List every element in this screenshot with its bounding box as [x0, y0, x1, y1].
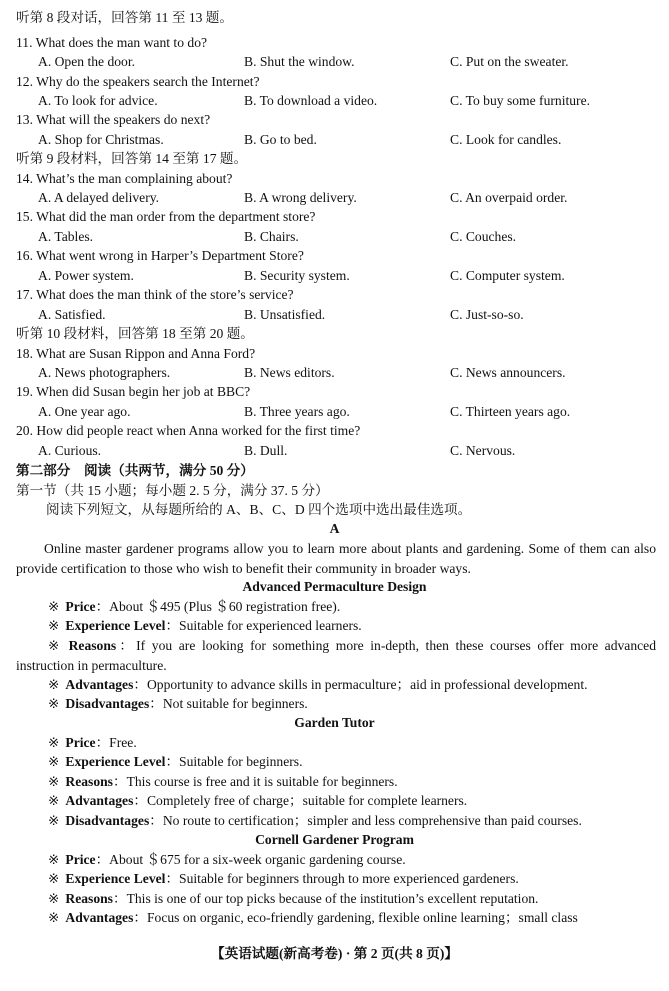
q19-option-c: C. Thirteen years ago.: [450, 404, 571, 419]
question-13: 13. What will the speakers do next?: [16, 112, 211, 127]
q14-option-a: A. A delayed delivery.: [38, 190, 160, 205]
question-17: 17. What does the man think of the store’s service?: [16, 287, 294, 302]
q13-option-b: B. Go to bed.: [244, 132, 317, 147]
q18-option-a: A. News photographers.: [38, 365, 171, 380]
course-reasons: ※ Reasons：This course is free and it is suitable for beginners.: [48, 774, 398, 789]
q19-option-a: A. One year ago.: [38, 404, 131, 419]
q12-option-c: C. To buy some furniture.: [450, 93, 591, 108]
q16-option-b: B. Security system.: [244, 268, 350, 283]
q14-option-b: B. A wrong delivery.: [244, 190, 357, 205]
bullet-icon: ※: [48, 852, 60, 867]
q11-option-a: A. Open the door.: [38, 54, 136, 69]
course-disadvantages: ※ Disadvantages：No route to certification；simpler and less comprehensive than paid courses.: [48, 813, 582, 828]
q20-option-c: C. Nervous.: [450, 443, 516, 458]
course-price: ※ Price：About ＄675 for a six-week organic gardening course.: [48, 852, 406, 867]
q13-option-c: C. Look for candles.: [450, 132, 562, 147]
reading-section1-title: 第一节（共 15 小题；每小题 2. 5 分，满分 37. 5 分）: [16, 483, 329, 498]
q17-option-a: A. Satisfied.: [38, 307, 106, 322]
course-price: ※ Price：About ＄495 (Plus ＄60 registration free).: [48, 599, 341, 614]
q11-option-c: C. Put on the sweater.: [450, 54, 569, 69]
bullet-icon: ※: [48, 618, 60, 633]
course-advantages: ※ Advantages：Completely free of charge；suitable for complete learners.: [48, 793, 468, 808]
course-advantages: ※ Advantages：Opportunity to advance skills in permaculture；aid in professional development.: [48, 677, 588, 692]
course-title: Cornell Gardener Program: [255, 832, 414, 847]
q14-option-c: C. An overpaid order.: [450, 190, 568, 205]
bullet-icon: ※: [48, 696, 60, 711]
q18-option-b: B. News editors.: [244, 365, 335, 380]
q17-option-c: C. Just-so-so.: [450, 307, 524, 322]
bullet-icon: ※: [48, 793, 60, 808]
q12-option-a: A. To look for advice.: [38, 93, 158, 108]
q20-option-b: B. Dull.: [244, 443, 288, 458]
course-title: Advanced Permaculture Design: [242, 579, 427, 594]
question-16: 16. What went wrong in Harper’s Department Store?: [16, 248, 304, 263]
course-advantages: ※ Advantages：Focus on organic, eco-friendly gardening, flexible online learning；small class: [48, 910, 578, 925]
q16-option-a: A. Power system.: [38, 268, 134, 283]
bullet-icon: ※: [48, 599, 60, 614]
question-14: 14. What’s the man complaining about?: [16, 171, 233, 186]
q16-option-c: C. Computer system.: [450, 268, 565, 283]
section-9-title: 听第 9 段材料，回答第 14 至第 17 题。: [16, 151, 248, 166]
q11-option-b: B. Shut the window.: [244, 54, 355, 69]
q17-option-b: B. Unsatisfied.: [244, 307, 326, 322]
bullet-icon: ※: [48, 813, 60, 828]
bullet-icon: ※: [48, 871, 60, 886]
bullet-icon: ※: [48, 735, 60, 750]
page-footer: 【英语试题(新高考卷) · 第 2 页(共 8 页)】: [211, 946, 458, 961]
course-level: ※ Experience Level：Suitable for beginners.: [48, 754, 303, 769]
course-disadvantages: ※ Disadvantages：Not suitable for beginners.: [48, 696, 308, 711]
course-price: ※ Price：Free.: [48, 735, 137, 750]
q20-option-a: A. Curious.: [38, 443, 102, 458]
question-18: 18. What are Susan Rippon and Anna Ford?: [16, 346, 256, 361]
bullet-icon: ※: [48, 677, 60, 692]
question-19: 19. When did Susan begin her job at BBC?: [16, 384, 251, 399]
q12-option-b: B. To download a video.: [244, 93, 378, 108]
q19-option-b: B. Three years ago.: [244, 404, 350, 419]
q18-option-c: C. News announcers.: [450, 365, 566, 380]
question-20: 20. How did people react when Anna worked for the first time?: [16, 423, 361, 438]
course-level: ※ Experience Level：Suitable for beginners through to more experienced gardeners.: [48, 871, 519, 886]
reading-instruction: 阅读下列短文，从每题所给的 A、B、C、D 四个选项中选出最佳选项。: [46, 502, 472, 517]
passage-intro: Online master gardener programs allow you to learn more about plants and gardening. Some of them can also provide certification to those who wish to benefit their community in broader ways.: [16, 541, 656, 576]
section-10-title: 听第 10 段材料，回答第 18 至第 20 题。: [16, 326, 254, 341]
passage-letter: A: [329, 521, 340, 536]
question-12: 12. Why do the speakers search the Internet?: [16, 74, 260, 89]
section-8-title: 听第 8 段对话，回答第 11 至 13 题。: [16, 10, 233, 25]
course-title: Garden Tutor: [294, 715, 375, 730]
q15-option-b: B. Chairs.: [244, 229, 299, 244]
question-11: 11. What does the man want to do?: [16, 35, 208, 50]
course-reasons: ※ Reasons：This is one of our top picks because of the institution’s excellent reputation.: [48, 891, 539, 906]
bullet-icon: ※: [48, 638, 63, 653]
bullet-icon: ※: [48, 754, 60, 769]
q13-option-a: A. Shop for Christmas.: [38, 132, 164, 147]
bullet-icon: ※: [48, 891, 60, 906]
q15-option-c: C. Couches.: [450, 229, 517, 244]
bullet-icon: ※: [48, 774, 60, 789]
question-15: 15. What did the man order from the department store?: [16, 209, 316, 224]
bullet-icon: ※: [48, 910, 60, 925]
course-reasons: ※ Reasons：If you are looking for something more in-depth, then these courses offer more advanced instruction in permaculture.: [16, 638, 657, 673]
reading-part-title: 第二部分 阅读（共两节，满分 50 分）: [16, 463, 254, 478]
course-level: ※ Experience Level：Suitable for experienced learners.: [48, 618, 362, 633]
q15-option-a: A. Tables.: [38, 229, 94, 244]
